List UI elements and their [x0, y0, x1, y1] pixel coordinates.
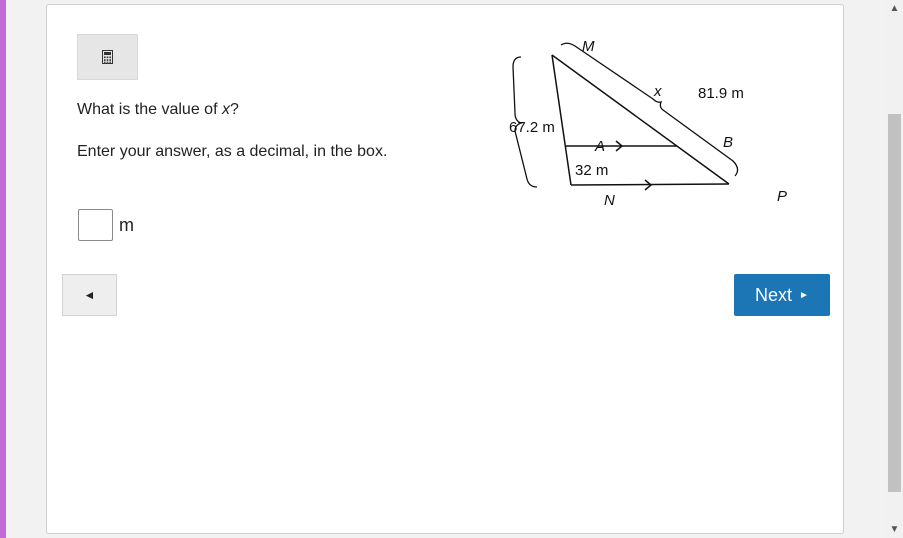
left-accent-bar [0, 0, 6, 538]
next-button[interactable] [734, 274, 830, 316]
label-x: x [654, 83, 662, 100]
vertical-scrollbar[interactable] [886, 0, 903, 538]
brace-MP [561, 43, 738, 176]
answer-input[interactable] [78, 209, 113, 241]
label-N: N [604, 192, 615, 209]
answer-unit: m [119, 215, 134, 235]
next-button-label: Next [755, 284, 793, 305]
triangle-right-icon: ► [799, 289, 809, 301]
label-MN-length: 67.2 m [509, 119, 555, 136]
question-variable: x [221, 101, 230, 118]
label-P: P [777, 188, 788, 205]
triangle-diagram [457, 33, 797, 218]
label-A: A [595, 138, 606, 155]
previous-button[interactable] [62, 274, 117, 316]
question-prompt-prefix: What is the value of [77, 101, 222, 118]
scroll-up-chevron-icon[interactable]: ▲ [889, 3, 900, 14]
calculator-icon [102, 50, 113, 64]
question-prompt [77, 101, 239, 119]
label-AN-length: 32 m [575, 162, 609, 179]
question-panel [46, 4, 844, 534]
triangle-left-icon: ◄ [83, 288, 96, 302]
label-B: B [723, 134, 734, 151]
label-M: M [582, 38, 595, 55]
question-prompt-suffix: ? [229, 101, 239, 118]
label-MP-length: 81.9 m [698, 85, 744, 102]
scroll-down-chevron-icon[interactable]: ▼ [889, 524, 900, 535]
question-instruction: Enter your answer, as a decimal, in the box. [77, 143, 388, 160]
calculator-button[interactable] [77, 34, 138, 80]
scroll-thumb[interactable] [888, 114, 901, 492]
